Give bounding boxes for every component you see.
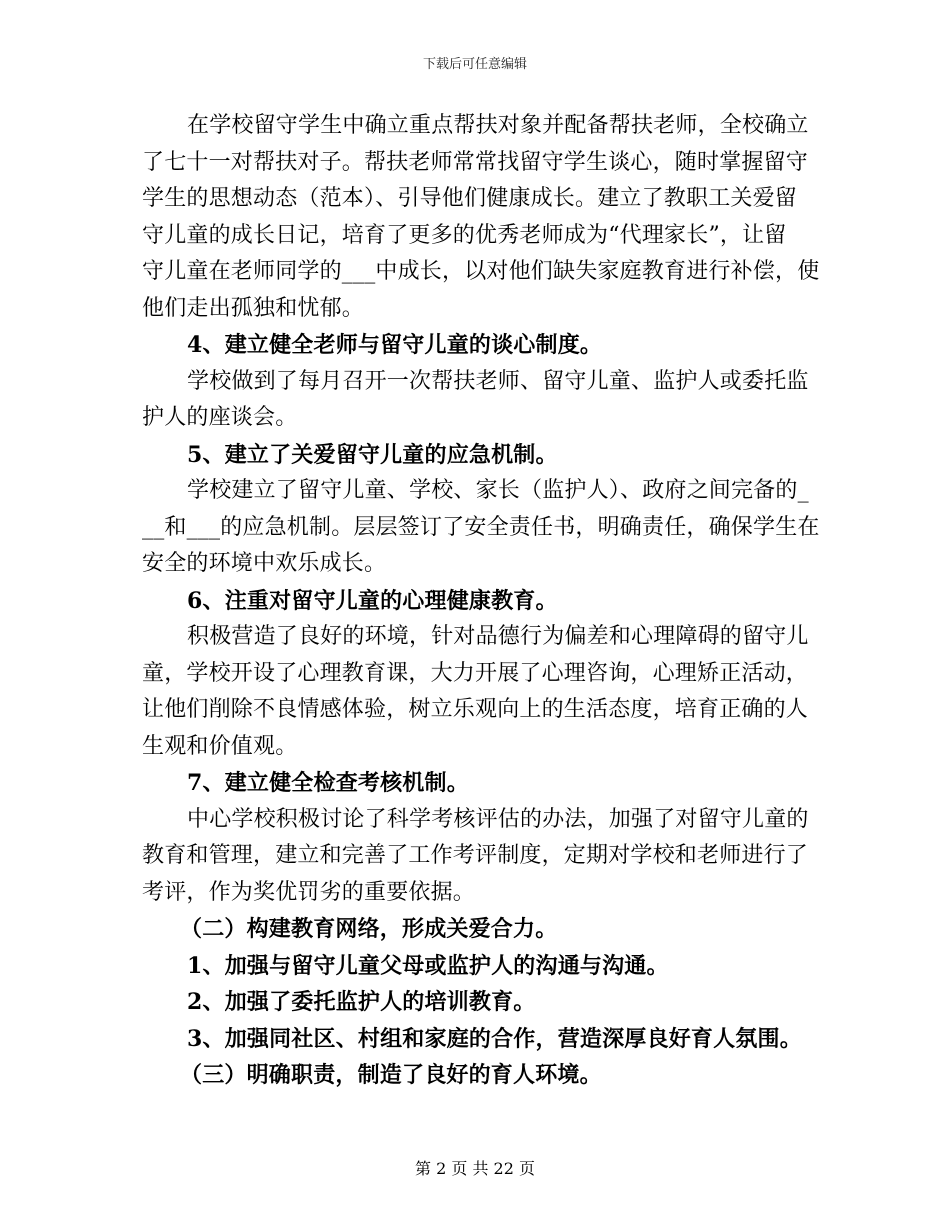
paragraph-line: 中心学校积极讨论了科学考核评估的办法，加强了对留守儿童的 <box>187 806 809 832</box>
paragraph-line: 童，学校开设了心理教育课，大力开展了心理咨询，心理矫正活动， <box>142 660 809 686</box>
section-heading: 6、注重对留守儿童的心理健康教育。 <box>187 587 558 614</box>
section-heading: 2、加强了委托监护人的培训教育。 <box>187 989 536 1015</box>
paragraph-line: 学生的思想动态（范本）、引导他们健康成长。建立了教职工关爱留 <box>142 186 798 211</box>
document-body <box>142 108 820 1094</box>
section-heading: （二）构建教育网络，形成关爱合力。 <box>180 916 558 942</box>
paragraph-line: 了七十一对帮扶对子。帮扶老师常常找留守学生谈心，随时掌握留守 <box>142 149 809 175</box>
paragraph-line: 学校做到了每月召开一次帮扶老师、留守儿童、监护人或委托监 <box>187 368 809 394</box>
paragraph-line: 安全的环境中欢乐成长。 <box>142 551 387 576</box>
page-header: 下载后可任意编辑 <box>422 57 527 72</box>
paragraph-line: 守儿童在老师同学的___中成长，以对他们缺失家庭教育进行补偿，使 <box>142 259 820 284</box>
paragraph-line: 他们走出孤独和忧郁。 <box>142 295 365 321</box>
section-heading: 3、加强同社区、村组和家庭的合作，营造深厚良好育人氛围。 <box>187 1025 802 1052</box>
paragraph-line: 让他们削除不良情感体验，树立乐观向上的生活态度，培育正确的人 <box>142 697 809 722</box>
paragraph-line: 护人的座谈会。 <box>142 405 298 430</box>
paragraph-line: 守儿童的成长日记，培育了更多的优秀老师成为“代理家长”，让留 <box>142 222 787 248</box>
paragraph-line: 生观和价值观。 <box>142 733 298 759</box>
section-heading: 4、建立健全老师与留守儿童的谈心制度。 <box>187 332 603 358</box>
paragraph-line: 考评，作为奖优罚劣的重要依据。 <box>142 879 476 905</box>
section-heading: 5、建立了关爱留守儿童的应急机制。 <box>187 441 558 468</box>
section-heading: 1、加强与留守儿童父母或监护人的沟通与沟通。 <box>187 952 669 979</box>
paragraph-line: 在学校留守学生中确立重点帮扶对象并配备帮扶老师，全校确立 <box>187 113 809 138</box>
paragraph-line: 教育和管理，建立和完善了工作考评制度，定期对学校和老师进行了 <box>142 843 809 868</box>
paragraph-line: __和___的应急机制。层层签订了安全责任书，明确责任，确保学生在 <box>142 514 820 540</box>
page-footer: 第 2 页 共 22 页 <box>415 1159 535 1178</box>
section-heading: （三）明确职责，制造了良好的育人环境。 <box>180 1062 602 1088</box>
section-heading: 7、建立健全检查考核机制。 <box>187 770 469 796</box>
paragraph-line: 积极营造了良好的环境，针对品德行为偏差和心理障碍的留守儿 <box>187 624 809 649</box>
paragraph-line: 学校建立了留守儿童、学校、家长（监护人）、政府之间完备的_ <box>187 478 809 503</box>
